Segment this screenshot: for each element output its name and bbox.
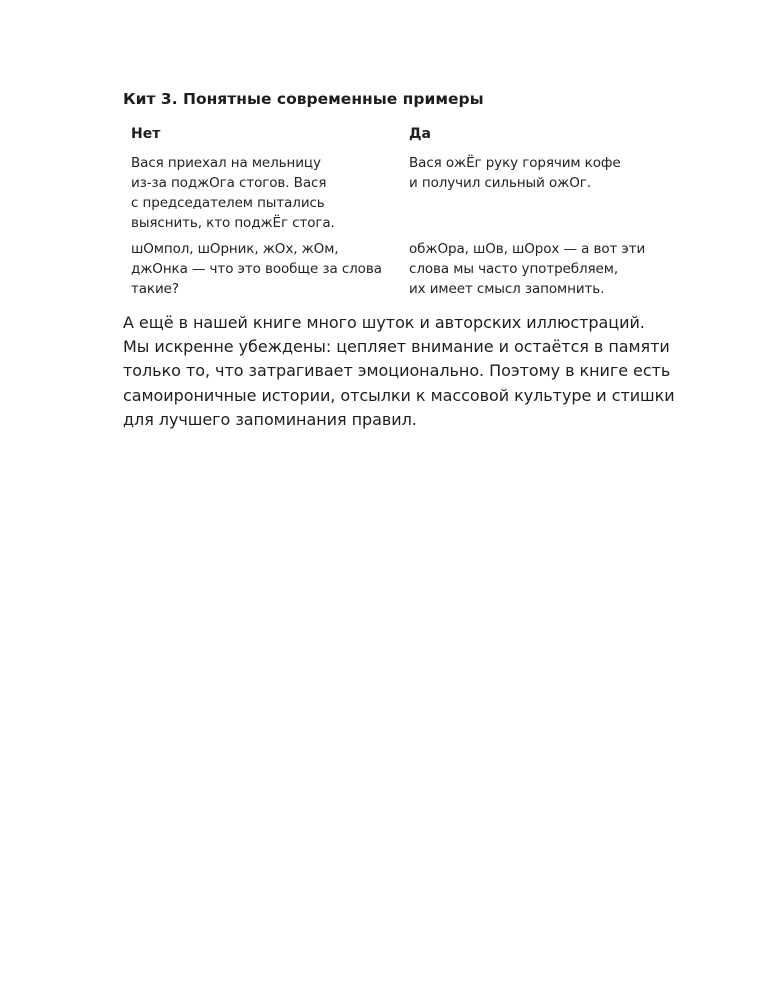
cell-line: их имеет смысл запомнить. bbox=[409, 281, 605, 297]
body-paragraph bbox=[123, 311, 675, 432]
header-yes: Да bbox=[409, 126, 431, 142]
cell-line: Вася приехал на мельницу bbox=[131, 155, 321, 171]
paragraph-line: только то, что затрагивает эмоционально. Поэтому в книге есть bbox=[123, 361, 671, 381]
table-row bbox=[123, 153, 657, 233]
cell-line: такие? bbox=[131, 281, 179, 297]
cell-line: выяснить, кто поджЁг стога. bbox=[131, 215, 335, 231]
paragraph-line: самоироничные истории, отсылки к массовой культуре и стишки bbox=[123, 385, 675, 405]
table-header-row bbox=[123, 120, 657, 148]
cell-no bbox=[123, 239, 409, 299]
cell-line: Вася ожЁг руку горячим кофе bbox=[409, 155, 621, 171]
cell-line: из-за поджОга стогов. Вася bbox=[131, 175, 327, 191]
cell-yes bbox=[409, 239, 657, 299]
cell-line: джОнка — что это вообще за слова bbox=[131, 261, 382, 277]
paragraph-line: А ещё в нашей книге много шуток и авторских иллюстраций. bbox=[123, 313, 645, 332]
cell-line: и получил сильный ожОг. bbox=[409, 175, 591, 191]
header-no: Нет bbox=[131, 126, 161, 142]
page-heading: Кит 3. Понятные современные примеры bbox=[123, 90, 484, 108]
cell-yes bbox=[409, 153, 657, 233]
cell-line: слова мы часто употребляем, bbox=[409, 261, 619, 277]
cell-line: обжОра, шОв, шОрох — а вот эти bbox=[409, 241, 646, 257]
table-row bbox=[123, 239, 657, 299]
cell-line: с председателем пытались bbox=[131, 195, 325, 211]
paragraph-line: Мы искренне убеждены: цепляет внимание и остаётся в памяти bbox=[123, 337, 670, 357]
cell-no bbox=[123, 153, 409, 233]
comparison-table bbox=[123, 120, 657, 299]
paragraph-line: для лучшего запоминания правил. bbox=[123, 409, 417, 429]
cell-line: шОмпол, шОрник, жОх, жОм, bbox=[131, 241, 339, 257]
